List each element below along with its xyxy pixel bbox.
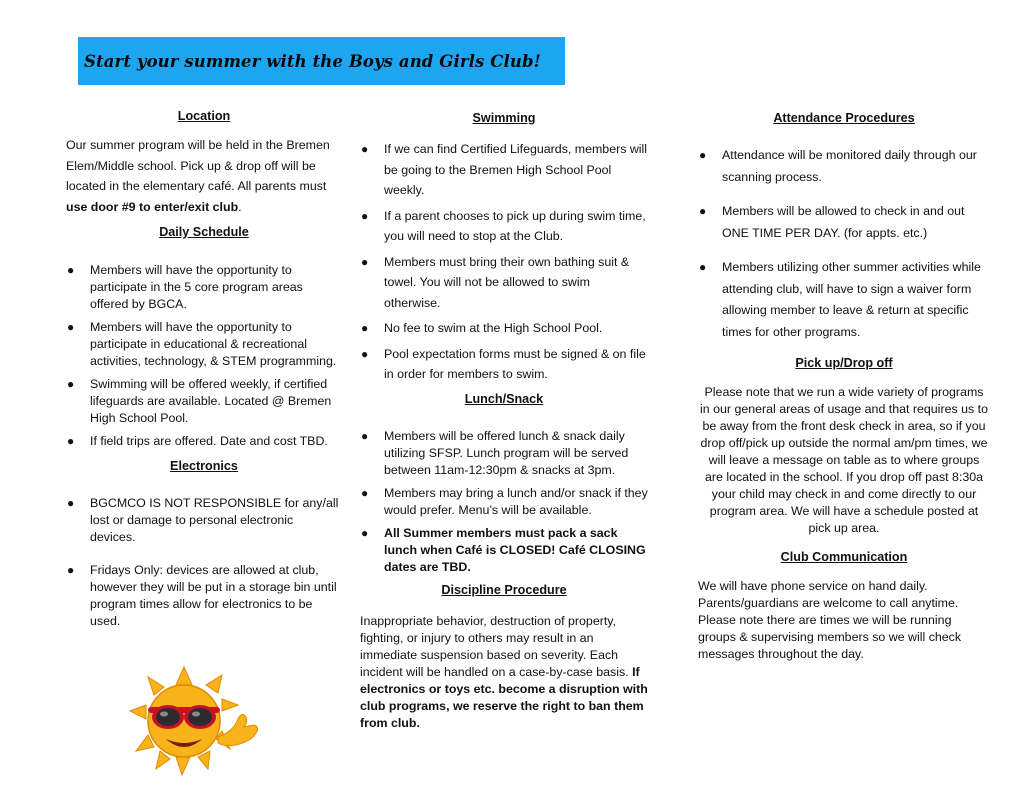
swimming-list	[360, 139, 648, 385]
pickup-heading: Pick up/Drop off	[795, 356, 893, 370]
attendance-heading: Attendance Procedures	[773, 111, 915, 125]
list-item: ● Swimming will be offered weekly, if certified lifeguards are available. Located @ Bremen High School Pool.	[67, 377, 332, 425]
bullet-dot-icon: ●	[361, 525, 369, 540]
list-item: ● If a parent chooses to pick up during swim time, you will need to stop at the Club.	[360, 206, 648, 247]
list-item: ● Members must bring their own bathing suit & towel. You will not be allowed to swim otherwise.	[360, 252, 648, 314]
list-item: ● Members will be offered lunch & snack daily utilizing SFSP. Lunch program will be served between 11am-12:30pm & snacks at 3pm.	[361, 428, 629, 477]
bullet-dot-icon: ●	[361, 142, 369, 156]
daily-schedule-list	[66, 262, 342, 450]
list-item: ● Pool expectation forms must be signed & on file in order for members to swim.	[360, 344, 648, 385]
column-right	[698, 110, 990, 663]
communication-heading: Club Communication	[780, 550, 908, 564]
daily-schedule-heading: Daily Schedule	[159, 225, 249, 239]
list-item: ● If we can find Certified Lifeguards, members will be going to the Bremen High School Pool weekly.	[360, 139, 648, 201]
bullet-dot-icon: ●	[67, 263, 75, 277]
bullet-dot-icon: ●	[67, 496, 75, 510]
sun-with-sunglasses-icon	[126, 665, 266, 777]
bullet-dot-icon: ●	[67, 434, 75, 448]
bullet-dot-icon: ●	[67, 320, 75, 334]
bullet-dot-icon: ●	[361, 485, 369, 500]
list-item: ● No fee to swim at the High School Pool.	[360, 318, 648, 339]
bullet-dot-icon: ●	[361, 428, 369, 443]
discipline-heading: Discipline Procedure	[441, 582, 567, 597]
list-item: ● Members utilizing other summer activities while attending club, will have to sign a waiver form allowing member to leave & return at specific times for other programs.	[698, 257, 990, 343]
list-item: ● Attendance will be monitored daily through our scanning process.	[698, 145, 990, 188]
list-item: ● BGCMCO IS NOT RESPONSIBLE for any/all lost or damage to personal electronic devices.	[67, 496, 339, 544]
bullet-dot-icon: ●	[67, 563, 75, 577]
attendance-list	[698, 145, 990, 343]
list-item: ● All Summer members must pack a sack lunch when Café is CLOSED! Café CLOSING dates are TBD.	[361, 525, 646, 574]
lunch-snack-heading: Lunch/Snack	[464, 391, 544, 406]
banner-title: Start your summer with the Boys and Girls Club!	[84, 51, 541, 71]
lunch-snack-list	[360, 428, 648, 576]
discipline-text: Inappropriate behavior, destruction of property, fighting, or injury to others may result in an immediate suspension based on severity. Each incident will be handled on a case-by-case basis. If electronics or toys etc. become a disruption with club programs, we reserve the right to ban them from club.	[360, 613, 648, 730]
bullet-dot-icon: ●	[699, 204, 707, 218]
swimming-heading: Swimming	[472, 111, 536, 125]
list-item: ● Members may bring a lunch and/or snack if they would prefer. Menu’s will be available.	[361, 485, 648, 517]
bullet-dot-icon: ●	[699, 260, 707, 274]
list-item: ● If field trips are offered. Date and cost TBD.	[67, 434, 328, 448]
communication-text: We will have phone service on hand daily. Parents/guardians are welcome to call anytime. Please note there are times we will be running groups & supervising members so we will check messages throughout the day.	[698, 579, 962, 661]
bullet-dot-icon: ●	[361, 321, 369, 335]
electronics-heading: Electronics	[170, 459, 238, 473]
electronics-list	[66, 495, 342, 630]
list-item: ● Fridays Only: devices are allowed at club, however they will be put in a storage bin until program times allow for electronics to be used.	[67, 563, 337, 628]
bullet-dot-icon: ●	[67, 377, 75, 391]
column-left	[66, 108, 342, 630]
bullet-dot-icon: ●	[361, 346, 369, 361]
pickup-text: Please note that we run a wide variety of programs in our general areas of usage and that requires us to be away from the front desk check in area, so if you drop off/pick up outside the normal am/pm times, we will leave a message on table as to where groups are located in the school. If you drop off past 8:30a your child may check in and come directly to our program area. We will have a schedule posted at pick up area.	[700, 385, 988, 535]
column-middle	[360, 110, 648, 732]
bullet-dot-icon: ●	[699, 148, 707, 162]
list-item: ● Members will have the opportunity to participate in the 5 core program areas offered by BGCA.	[67, 263, 303, 311]
list-item: ● Members will have the opportunity to participate in educational & recreational activities, technology, & STEM programming.	[67, 320, 337, 368]
bullet-dot-icon: ●	[361, 254, 369, 269]
location-text: Our summer program will be held in the Bremen Elem/Middle school. Pick up & drop off will be located in the elementary café. All parents must use door #9 to enter/exit club.	[66, 138, 330, 214]
title-banner	[78, 37, 565, 85]
location-heading: Location	[177, 109, 231, 123]
bullet-dot-icon: ●	[361, 208, 369, 223]
list-item: ● Members will be allowed to check in and out ONE TIME PER DAY. (for appts. etc.)	[698, 201, 990, 244]
